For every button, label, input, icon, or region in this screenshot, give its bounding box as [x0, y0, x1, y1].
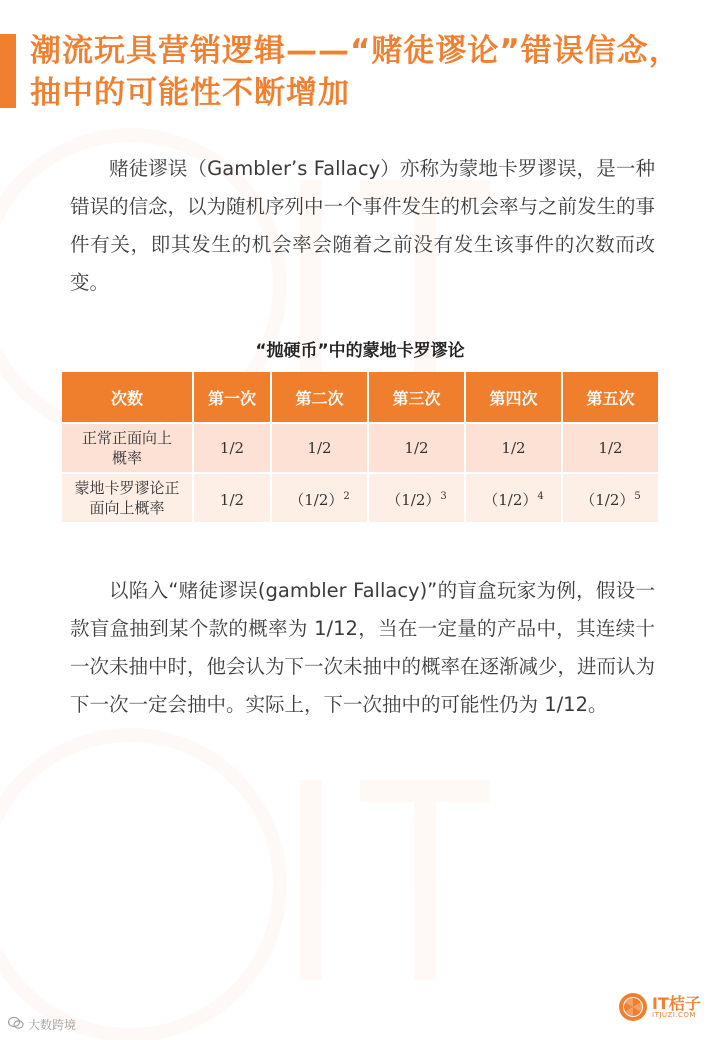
orange-slice-icon — [618, 992, 648, 1022]
row-label-text: 正常正面向上概率 — [81, 429, 172, 467]
cell-value: 1/2 — [219, 490, 245, 509]
table-cell: 1/2 — [369, 424, 464, 472]
row-label-text: 蒙地卡罗谬论正面向上概率 — [74, 479, 180, 517]
cell-value: （1/2） — [289, 490, 344, 509]
cell-value: （1/2） — [580, 490, 635, 509]
itjuzi-logo — [618, 988, 713, 1026]
header-cell: 第五次 — [563, 372, 658, 422]
table-cell — [369, 474, 464, 522]
table-cell: 1/2 — [563, 424, 658, 472]
source-tag-text: 大数跨境 — [28, 1018, 77, 1032]
table-header-row — [62, 372, 658, 422]
header-cell: 次数 — [62, 372, 192, 422]
table-cell — [272, 474, 367, 522]
header-cell: 第四次 — [466, 372, 561, 422]
source-tag — [8, 1016, 76, 1033]
table-row — [62, 424, 658, 472]
cell-value: （1/2） — [483, 490, 538, 509]
probability-table — [60, 370, 660, 524]
table-cell — [194, 474, 270, 522]
page-title: 潮流玩具营销逻辑——“赌徒谬论”错误信念，抽中的可能性不断增加 — [30, 33, 681, 111]
table-cell: 1/2 — [466, 424, 561, 472]
header-cell: 第二次 — [272, 372, 367, 422]
logo-sub-text: ITJUZI.COM — [652, 1010, 696, 1019]
logo-text — [652, 993, 701, 1019]
cell-exponent: 4 — [537, 490, 544, 502]
logo-main-text: IT桔子 — [652, 993, 701, 1013]
title-accent-bar — [0, 34, 16, 108]
table-cell — [563, 474, 658, 522]
row-label — [62, 474, 192, 522]
row-label — [62, 424, 192, 472]
table-row — [62, 474, 658, 522]
example-paragraph: 以陷入“赌徒谬误(gambler Fallacy)”的盲盒玩家为例，假设一款盲盒抽到某个款的概率为 1/12，当在一定量的产品中，其连续十一次未抽中时，他会认为下一次未抽中的概率在逐渐减少，进而认为下一次一定会抽中。实际上，下一次抽中的可能性仍为 1/12。 — [70, 579, 656, 716]
cell-exponent: 3 — [440, 490, 447, 502]
header-cell: 第三次 — [369, 372, 464, 422]
table-cell — [466, 474, 561, 522]
wechat-icon — [8, 1016, 24, 1033]
cell-value: （1/2） — [386, 490, 441, 509]
intro-paragraph: 赌徒谬误（Gambler’s Fallacy）亦称为蒙地卡罗谬误，是一种错误的信念，以为随机序列中一个事件发生的机会率与之前发生的事件有关，即其发生的机会率会随着之前没有发生该事件的次数而改变。 — [70, 157, 656, 294]
cell-exponent: 2 — [343, 490, 350, 502]
table-caption: “抛硬币”中的蒙地卡罗谬论 — [255, 341, 465, 361]
cell-exponent: 5 — [634, 490, 641, 502]
header-cell: 第一次 — [194, 372, 270, 422]
table-cell: 1/2 — [272, 424, 367, 472]
table-cell: 1/2 — [194, 424, 270, 472]
